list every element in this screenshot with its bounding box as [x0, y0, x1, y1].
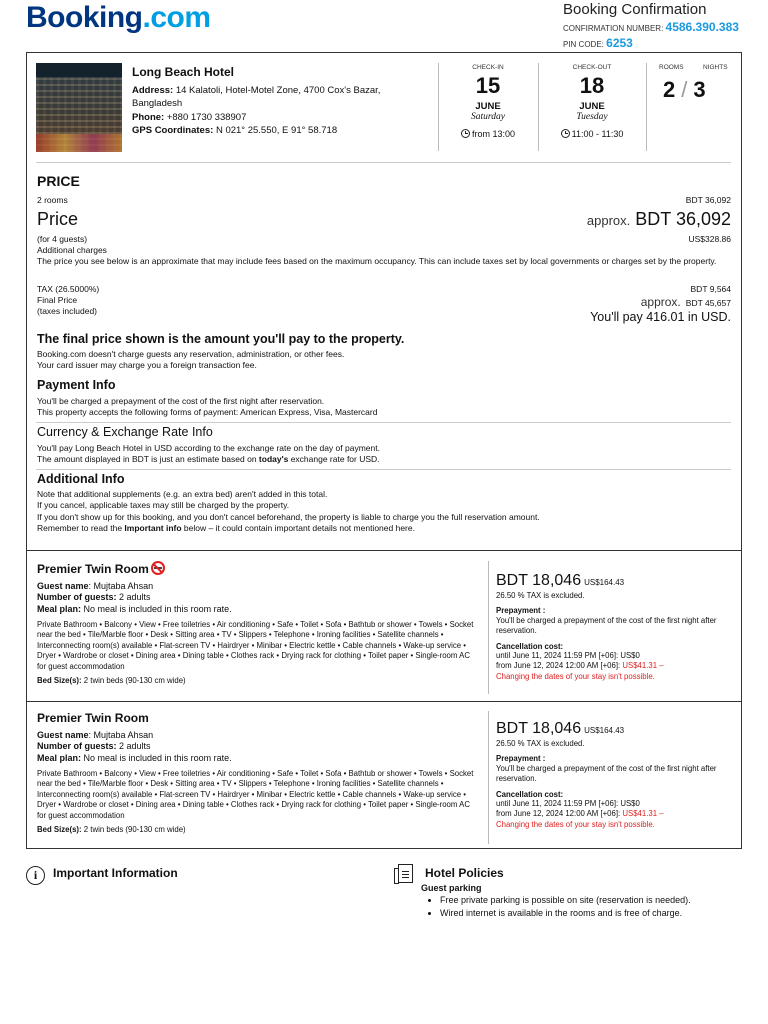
confirmation-block — [563, 1, 739, 51]
document-icon — [398, 864, 413, 883]
room-card-2 — [37, 711, 477, 835]
final-notice-heading: The final price shown is the amount you'll pay to the property. — [37, 332, 405, 346]
hotel-info — [132, 84, 432, 137]
nights-label: NIGHTS — [703, 64, 728, 71]
clock-icon — [461, 129, 470, 138]
price-label: Price — [37, 209, 79, 229]
final-price-row: approx. BDT 45,657 — [640, 295, 731, 309]
room-price-2: BDT 18,046 US$164.43 26.50 % TAX is excluded. Prepayment : You'll be charged a prepayment of the cost of the first night after reservation. Cancellation cost: until June 11, 2024 11:59 PM [+06]: US$0 from June 12, 2024 12:00 AM [+06]: US$41.31 – Changing the dates of your stay isn't possible. — [496, 720, 717, 829]
divider — [36, 469, 731, 470]
final-notice-text: Booking.com doesn't charge guests any reservation, administration, or other fees. Your card issuer may charge you a foreign transaction fee. — [37, 349, 345, 371]
guest-name: Guest name: Mujtaba Ahsan — [37, 580, 154, 591]
price-amount: BDT 36,092 — [635, 209, 731, 229]
divider — [646, 63, 647, 151]
check-in-day: 15 — [475, 72, 501, 98]
section-separator — [27, 550, 741, 551]
bed-size: Bed Size(s): 2 twin beds (90-130 cm wide) — [37, 825, 186, 835]
room-amenities: Private Bathroom • Balcony • View • Free toiletries • Air conditioning • Safe • Toilet • Sofa • Bathtub or shower • Towels • Socket near the bed • Tile/Marble floor • Desk • Sitting area • TV • Slippers • Telephone • Ironing facilities • Satellite channels • Interconnecting room(s) available • Flat-screen TV • Hairdryer • Minibar • Electric kettle • Cable channels • Wake-up service • Dryer • Wardrobe or closet • Dining area • Dining table • Clothes rack • Drying rack for clothing • Toilet paper • Single-room AC for guest accommodation — [37, 768, 474, 820]
rooms-label: ROOMS — [659, 64, 684, 71]
charges-note: The price you see below is an approximate that may include fees based on the maximum occupancy. This can include taxes set by local governments or charges set by the property. — [37, 256, 717, 266]
bed-size: Bed Size(s): 2 twin beds (90-130 cm wide) — [37, 676, 186, 686]
final-price-label: Final Price — [37, 295, 78, 305]
confirmation-number: 4586.390.383 — [665, 20, 739, 35]
important-info-heading: Important Information — [53, 866, 178, 880]
clock-icon — [561, 129, 570, 138]
rooms-count: 2 rooms — [37, 195, 68, 205]
guest-count: Number of guests: 2 adults — [37, 741, 151, 752]
payment-heading: Payment Info — [37, 378, 116, 392]
hotel-name: Long Beach Hotel — [132, 65, 235, 79]
currency-heading: Currency & Exchange Rate Info — [37, 425, 213, 439]
list-item: • Wired internet is available in the rooms and is free of charge. — [440, 907, 691, 920]
rooms-amount: BDT 36,092 — [685, 195, 731, 205]
booking-details-box — [26, 52, 742, 849]
meal-plan: Meal plan: No meal is included in this room rate. — [37, 604, 232, 614]
additional-info-heading: Additional Info — [37, 472, 125, 486]
confirmation-number-row: CONFIRMATION NUMBER: 4586.390.383 — [563, 20, 739, 35]
additional-info-text: Note that additional supplements (e.g. an extra bed) aren't added in this total. If you cancel, applicable taxes may still be charged by the property. If you don't show up for this booking, and you don't cancel beforehand, the property is liable to charge you the full reservation amount. Remember to read the Important info below – it could contain important details not mentioned here. — [37, 489, 540, 534]
check-in: CHECK-IN 15 JUNE Saturday from 13:00 — [438, 64, 538, 140]
list-item: • Free private parking is possible on site (reservation is needed). — [440, 894, 691, 907]
room-title: Premier Twin Room — [37, 711, 149, 725]
price-usd: US$328.86 — [688, 234, 731, 244]
hotel-address: Address: 14 Kalatoli, Hotel-Motel Zone, 4700 Cox's Bazar, Bangladesh — [132, 85, 381, 110]
check-out-day: 18 — [579, 72, 605, 98]
no-smoking-icon — [151, 561, 165, 575]
section-separator — [27, 701, 741, 702]
currency-text: You'll pay Long Beach Hotel in USD according to the exchange rate on the day of payment. The amount displayed in BDT is just an estimate based on today's exchange rate for USD. — [37, 443, 380, 465]
meal-plan: Meal plan: No meal is included in this room rate. — [37, 753, 232, 763]
price-amount-row: approx. BDT 36,092 — [586, 209, 731, 229]
room-card-1 — [37, 561, 477, 686]
hotel-photo[interactable] — [36, 63, 122, 152]
hotel-phone: Phone: +880 1730 338907 — [132, 111, 247, 123]
taxes-included: (taxes included) — [37, 306, 98, 316]
check-out: CHECK-OUT 18 JUNE Tuesday 11:00 - 11:30 — [538, 64, 646, 140]
final-price-amount: BDT 45,657 — [685, 298, 731, 308]
additional-charges-label: Additional charges — [37, 245, 107, 255]
guest-count: Number of guests: 2 adults — [37, 592, 151, 603]
policy-list — [440, 894, 691, 920]
guest-parking-heading: Guest parking — [421, 883, 482, 893]
booking-logo: Booking.com — [26, 1, 211, 34]
price-heading: PRICE — [37, 173, 80, 189]
hotel-policies-heading: Hotel Policies — [425, 866, 504, 880]
divider — [36, 162, 731, 163]
rooms-nights-value: 2 / 3 — [663, 77, 706, 102]
guests-count: (for 4 guests) — [37, 234, 88, 244]
guest-name: Guest name: Mujtaba Ahsan — [37, 729, 154, 740]
info-icon: i — [26, 866, 45, 885]
divider — [36, 422, 731, 423]
room-title: Premier Twin Room — [37, 561, 477, 577]
room-price-1: BDT 18,046 US$164.43 26.50 % TAX is excluded. Prepayment : You'll be charged a prepayment of the cost of the first night after reservation. Cancellation cost: until June 11, 2024 11:59 PM [+06]: US$0 from June 12, 2024 12:00 AM [+06]: US$41.31 – Changing the dates of your stay isn't possible. — [496, 572, 717, 681]
divider — [488, 561, 489, 694]
page-title: Booking Confirmation — [563, 1, 707, 18]
divider — [488, 711, 489, 844]
hotel-gps: GPS Coordinates: N 021° 25.550, E 91° 58.718 — [132, 124, 338, 136]
pin-code: 6253 — [606, 35, 633, 50]
pin-code-row: PIN CODE: 6253 — [563, 35, 633, 50]
usd-total: You'll pay 416.01 in USD. — [590, 310, 731, 324]
payment-text: You'll be charged a prepayment of the cost of the first night after reservation. This property accepts the following forms of payment: American Express, Visa, Mastercard — [37, 396, 378, 418]
tax-amount: BDT 9,564 — [690, 284, 731, 294]
tax-label: TAX (26.5000%) — [37, 284, 100, 294]
room-amenities: Private Bathroom • Balcony • View • Free toiletries • Air conditioning • Safe • Toilet • Sofa • Bathtub or shower • Towels • Socket near the bed • Tile/Marble floor • Desk • Sitting area • TV • Slippers • Telephone • Ironing facilities • Satellite channels • Interconnecting room(s) available • Flat-screen TV • Hairdryer • Minibar • Electric kettle • Cable channels • Wake-up service • Dryer • Wardrobe or closet • Dining area • Dining table • Clothes rack • Drying rack for clothing • Toilet paper • Single-room AC for guest accommodation — [37, 619, 474, 671]
